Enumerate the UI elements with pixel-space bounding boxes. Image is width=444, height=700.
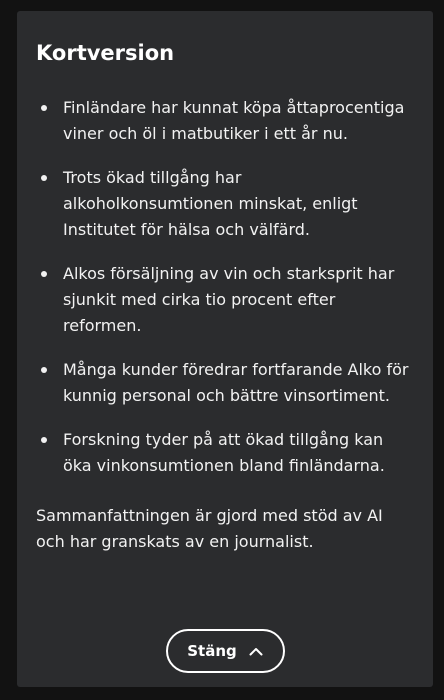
list-item bbox=[36, 357, 413, 409]
bullet-icon bbox=[41, 271, 47, 277]
list-item-text: Alkos försäljning av vin och starksprit har sjunkit med cirka tio procent efter reformen. bbox=[63, 264, 395, 335]
close-button-container bbox=[17, 629, 433, 673]
chevron-up-icon bbox=[249, 647, 263, 656]
summary-card bbox=[17, 11, 433, 687]
close-button-label: Stäng bbox=[187, 642, 237, 660]
close-button[interactable] bbox=[166, 629, 285, 673]
bullet-icon bbox=[41, 367, 47, 373]
summary-title: Kortversion bbox=[36, 41, 175, 65]
list-item bbox=[36, 165, 413, 243]
list-item bbox=[36, 261, 413, 339]
summary-points bbox=[36, 95, 413, 479]
list-item bbox=[36, 427, 413, 479]
bullet-icon bbox=[41, 175, 47, 181]
list-item-text: Forskning tyder på att ökad tillgång kan öka vinkonsumtionen bland finländarna. bbox=[63, 430, 385, 475]
ai-disclaimer: Sammanfattningen är gjord med stöd av AI och har granskats av en journalist. bbox=[36, 506, 383, 551]
list-item bbox=[36, 95, 413, 147]
bullet-icon bbox=[41, 105, 47, 111]
list-item-text: Finländare har kunnat köpa åttaprocentiga viner och öl i matbutiker i ett år nu. bbox=[63, 98, 405, 143]
list-item-text: Trots ökad tillgång har alkoholkonsumtionen minskat, enligt Institutet för hälsa och välfärd. bbox=[63, 168, 358, 239]
bullet-icon bbox=[41, 437, 47, 443]
list-item-text: Många kunder föredrar fortfarande Alko för kunnig personal och bättre vinsortiment. bbox=[63, 360, 409, 405]
